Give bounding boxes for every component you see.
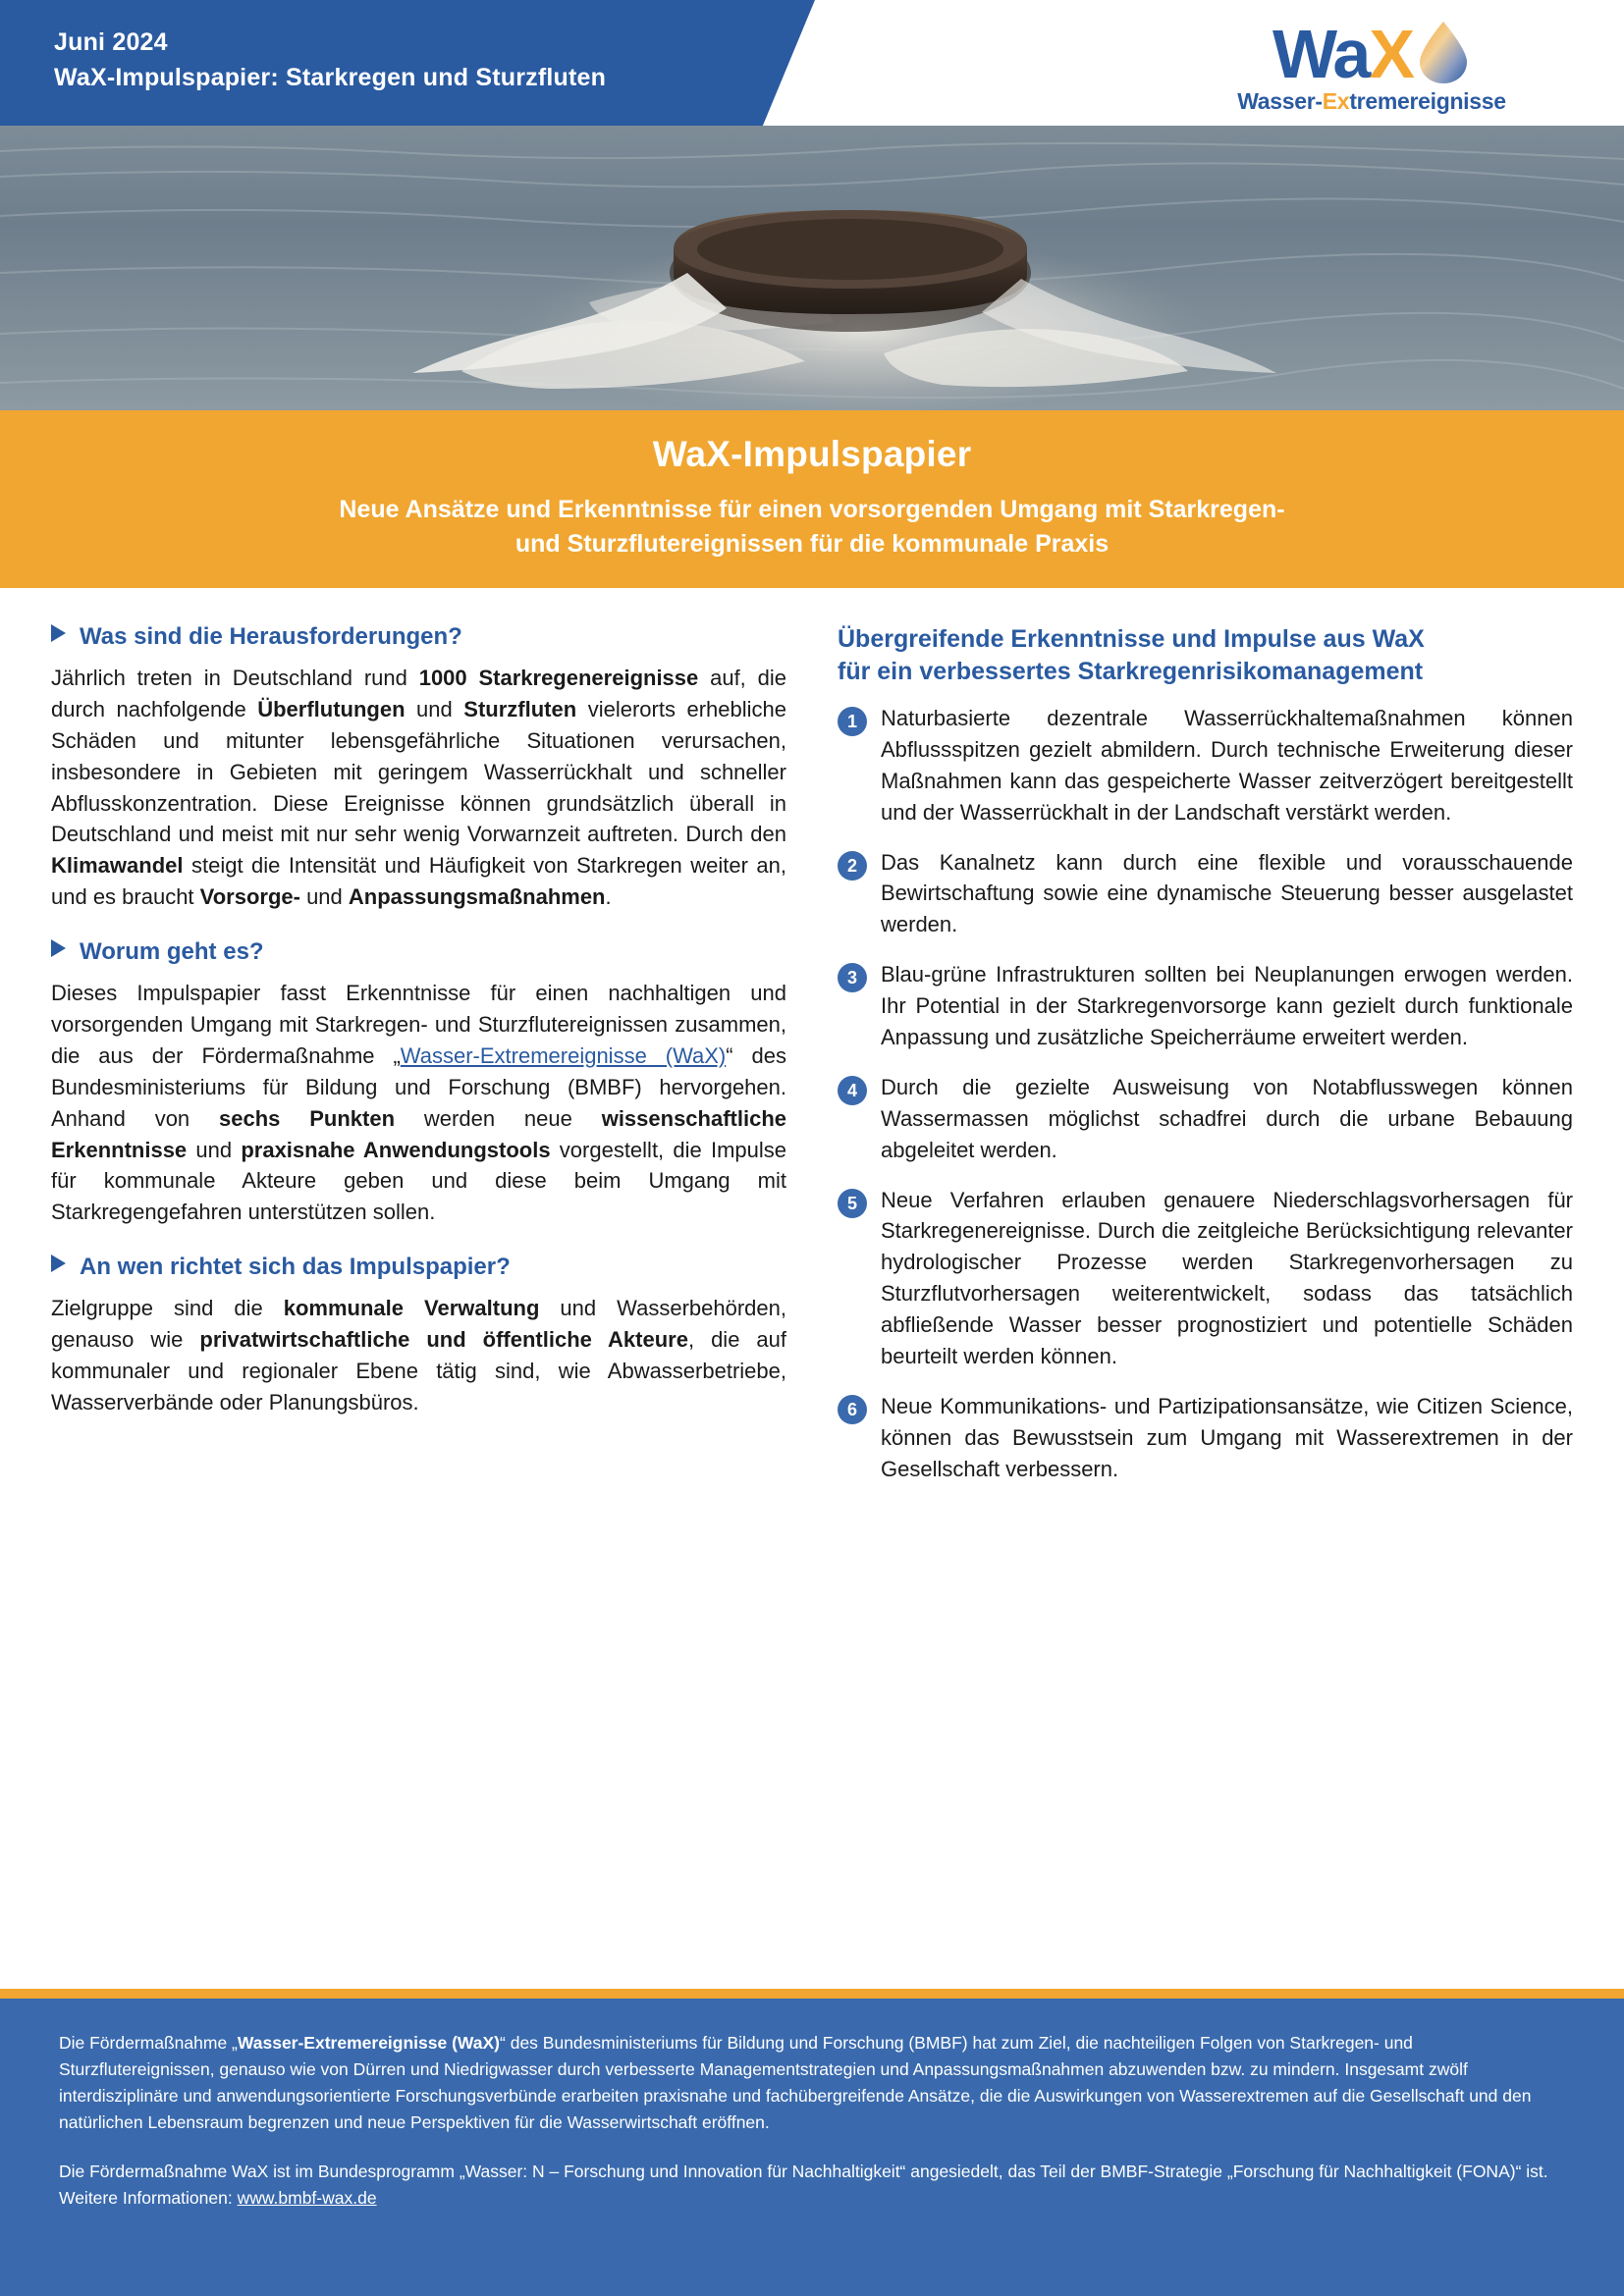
- body-text-run: steigt die Intensität und Häufigkeit von Starkregen weiter an, und es braucht: [51, 853, 786, 910]
- triangle-bullet-icon: [51, 624, 66, 642]
- hero-illustration: [0, 126, 1624, 410]
- body-text-run: Zielgruppe sind die: [51, 1296, 284, 1321]
- wax-logo: [1170, 16, 1573, 118]
- list-number-badge: 3: [838, 963, 867, 992]
- header-date: Juni 2024: [54, 28, 168, 56]
- logo-x-text: X: [1369, 15, 1415, 92]
- section-heading: [51, 1254, 786, 1281]
- footer-paragraph-1: [59, 2030, 1565, 2137]
- water-drop-icon: [1416, 20, 1471, 84]
- bmbf-wax-link[interactable]: www.bmbf-wax.de: [237, 2187, 377, 2208]
- impulse-list-item: [838, 703, 1573, 828]
- footer-paragraph-2: [59, 2159, 1565, 2212]
- triangle-bullet-icon: [51, 939, 66, 957]
- emphasis-text: 1000 Starkregenereignisse: [418, 666, 699, 690]
- logo-subtitle-post: tremereignisse: [1349, 88, 1506, 114]
- logo-wa-text: Wa: [1272, 15, 1370, 92]
- page-header: [0, 0, 1624, 126]
- list-number-badge: 5: [838, 1189, 867, 1218]
- emphasis-text: kommunale Verwaltung: [283, 1296, 540, 1321]
- list-number-badge: 1: [838, 707, 867, 736]
- right-column-heading: [838, 623, 1573, 687]
- emphasis-text: Sturzfluten: [463, 696, 577, 721]
- impulse-list-item: [838, 1391, 1573, 1485]
- banner-subtitle: [69, 493, 1555, 561]
- right-heading-line2: für ein verbessertes Starkregenrisikomanagement: [838, 657, 1424, 685]
- body-text-run: und: [405, 696, 464, 721]
- body-text-run: und: [187, 1137, 242, 1162]
- banner-subtitle-line2: und Sturzflutereignissen für die kommunale Praxis: [514, 529, 1110, 558]
- body-text-run: auf, die durch nachfolgende: [51, 666, 786, 721]
- emphasis-text: praxisnahe Anwendungstools: [241, 1137, 551, 1162]
- emphasis-text: Anpassungsmaßnahmen: [348, 884, 606, 910]
- logo-subtitle-pre: Wasser-: [1237, 88, 1323, 114]
- body-text-run: “ des Bundesministeriums für Bildung und Forschung (BMBF) hervorgehen. Anhand von: [51, 1042, 787, 1131]
- right-column: [838, 623, 1573, 1504]
- banner-subtitle-line1: Neue Ansätze und Erkenntnisse für einen vorsorgenden Umgang mit Starkregen-: [339, 496, 1285, 523]
- emphasis-text: wissenschaftliche Erkenntnisse: [51, 1105, 787, 1162]
- section-heading: [51, 938, 786, 966]
- body-text-run: .: [605, 884, 612, 910]
- list-number-badge: 6: [838, 1395, 867, 1424]
- body-text-run: und: [299, 884, 349, 910]
- impulse-text: Neue Kommunikations- und Partizipationsansätze, wie Citizen Science, können das Bewusstsein zum Umgang mit Wasserextremen in der Gesellschaft verbessern.: [881, 1393, 1573, 1481]
- section-paragraph: [51, 663, 786, 913]
- section-heading-label: An wen richtet sich das Impulspapier?: [80, 1254, 511, 1281]
- body-text-run: vorgestellt, die Impulse für kommunale Akteure geben und diese beim Umgang mit Starkregengefahren unterstützen sollen.: [51, 1137, 786, 1225]
- impulse-text: Das Kanalnetz kann durch eine flexible und vorausschauende Bewirtschaftung sowie eine dynamische Steuerung besser ausgelastet werden.: [881, 849, 1573, 937]
- body-text-run: , die auf kommunaler und regionaler Ebene tätig sind, wie Abwasserbetriebe, Wasserverbände oder Planungsbüros.: [51, 1327, 786, 1415]
- header-title: WaX-Impulspapier: Starkregen und Sturzfluten: [54, 64, 607, 91]
- section-heading-label: Worum geht es?: [80, 938, 264, 966]
- body-text-run: und Wasserbehörden, genauso wie: [51, 1296, 786, 1353]
- footer-p2-text: Die Fördermaßnahme WaX ist im Bundesprogramm „Wasser: N – Forschung und Innovation für Nachhaltigkeit“ angesiedelt, das Teil der BMBF-Strategie „Forschung für Nachhaltigkeit (FONA)“ ist. Weitere Informationen:: [59, 2161, 1548, 2208]
- logo-wordmark: [1170, 15, 1573, 92]
- right-heading-line1: Übergreifende Erkenntnisse und Impulse aus WaX: [838, 625, 1425, 653]
- emphasis-text: Klimawandel: [51, 853, 184, 879]
- wax-programme-link[interactable]: Wasser-Extremereignisse (WaX): [400, 1042, 727, 1068]
- section-heading-label: Was sind die Herausforderungen?: [80, 623, 462, 650]
- body-text-run: Die Fördermaßnahme „: [59, 2033, 238, 2053]
- impulse-list-item: [838, 959, 1573, 1053]
- hero-image: [0, 126, 1624, 410]
- list-number-badge: 4: [838, 1076, 867, 1105]
- impulse-list-item: [838, 1185, 1573, 1372]
- body-text-run: Jährlich treten in Deutschland rund: [51, 666, 419, 690]
- emphasis-text: Wasser-Extremereignisse (WaX): [237, 2033, 501, 2053]
- impulse-text: Neue Verfahren erlauben genauere Niederschlagsvorhersagen für Starkregenereignisse. Durch die zeitgleiche Berücksichtigung relevanter hydrologischer Prozesse werden Starkregenvorhersagen zu Sturzflutvorhersagen weiterentwickelt, sodass das tatsächlich abfließende Wasser besser prognostiziert und potentielle Schäden beurteilt werden können.: [881, 1187, 1573, 1369]
- body-text-run: Dieses Impulspapier fasst Erkenntnisse für einen nachhaltigen und vorsorgenden Umgang mit Starkregen- und Sturzflutereignissen zusammen, die aus der Fördermaßnahme „: [51, 981, 786, 1068]
- footer-accent-rule: [0, 1989, 1624, 1999]
- emphasis-text: privatwirtschaftliche und öffentliche Akteure: [199, 1327, 688, 1353]
- emphasis-text: Überflutungen: [257, 696, 406, 721]
- left-sections: [51, 623, 786, 1418]
- impulse-text: Blau-grüne Infrastrukturen sollten bei Neuplanungen erwogen werden. Ihr Potential in der Starkregenvorsorge kann gezielt durch funktionale Anpassung und zusätzliche Speicherräume erweitert werden.: [881, 962, 1573, 1050]
- logo-subtitle: [1170, 88, 1573, 115]
- banner-title: WaX-Impulspapier: [652, 434, 972, 474]
- section-heading: [51, 623, 786, 651]
- impulse-list-item: [838, 1072, 1573, 1166]
- page-footer: [0, 1999, 1624, 2296]
- impulse-text: Naturbasierte dezentrale Wasserrückhaltemaßnahmen können Abflussspitzen gezielt abmildern. Durch technische Erweiterung dieser Maßnahmen kann das gespeicherte Wasser zeitverzögert bereitgestellt und der Wasserrückhalt in der Landschaft verstärkt werden.: [881, 706, 1573, 825]
- section-paragraph: [51, 1293, 786, 1418]
- list-number-badge: 2: [838, 851, 867, 881]
- section-paragraph: [51, 978, 786, 1228]
- emphasis-text: Vorsorge-: [199, 884, 300, 910]
- triangle-bullet-icon: [51, 1255, 66, 1272]
- header-blue-band: [0, 0, 815, 126]
- title-banner: [0, 410, 1624, 588]
- body-text-run: vielerorts erhebliche Schäden und mitunter lebensgefährliche Situationen verursachen, insbesondere in Gebieten mit geringem Wasserrückhalt und schneller Abflusskonzentration. Diese Ereignisse können grundsätzlich überall in Deutschland und meist mit nur sehr wenig Vorwarnzeit auftreten. Durch den: [51, 696, 786, 847]
- emphasis-text: sechs Punkten: [219, 1105, 396, 1131]
- impulse-text: Durch die gezielte Ausweisung von Notabflusswegen können Wassermassen möglichst schadfrei durch die urbane Bebauung abgeleitet werden.: [881, 1074, 1573, 1162]
- impulse-list-item: [838, 847, 1573, 941]
- impulse-list: [838, 703, 1573, 1485]
- main-content: [0, 588, 1624, 1504]
- body-text-run: “ des Bundesministeriums für Bildung und Forschung (BMBF) hat zum Ziel, die nachteiligen Folgen von Starkregen- und Sturzflutereignissen, genauso wie von Dürren und Niedrigwasser durch verbesserte Managementstrategien und Anpassungsmaßnahmen abzuwenden bzw. zu mindern. Insgesamt zwölf interdisziplinäre und anwendungsorientierte Forschungsverbünde erarbeiten praxisnahe und fachübergreifende Ansätze, die die Auswirkungen von Wasserextremen auf die Gesellschaft und den natürlichen Lebensraum begrenzen und neue Perspektiven für die Wasserwirtschaft eröffnen.: [59, 2033, 1532, 2133]
- body-text-run: werden neue: [395, 1105, 602, 1131]
- logo-subtitle-highlight: Ex: [1322, 88, 1350, 114]
- left-column: [51, 623, 786, 1504]
